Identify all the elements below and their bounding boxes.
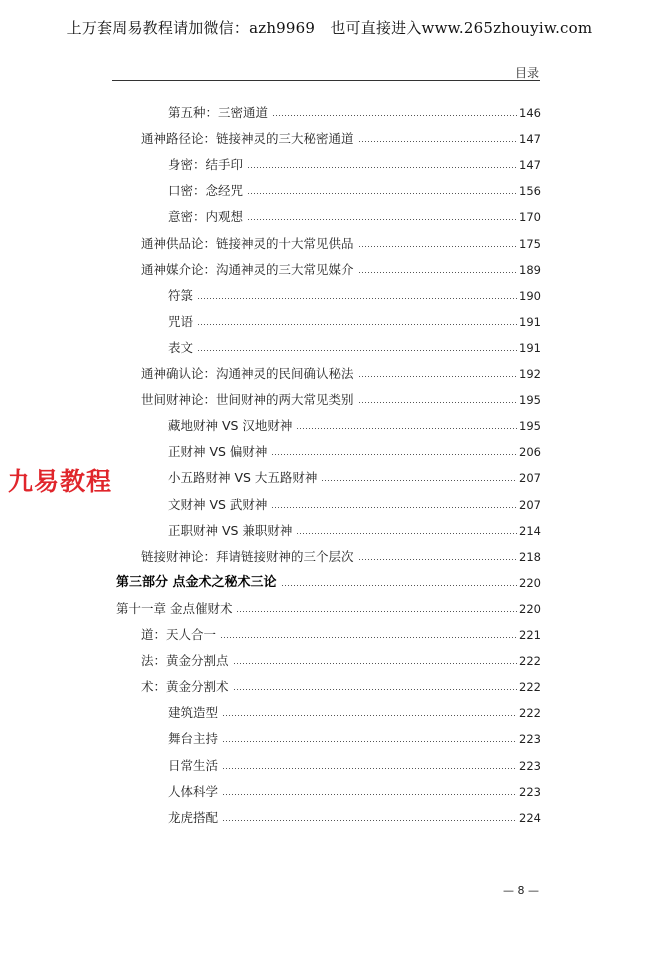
toc-entry-title: 咒语 [168,313,194,329]
toc-entry-title: 第三部分 点金术之秘术三论 [116,574,277,590]
dot-leader [358,394,518,404]
toc-entry-page: 146 [519,106,541,120]
toc-entry[interactable] [141,233,541,251]
dot-leader [358,133,518,143]
toc-entry-title: 小五路财神 VS 大五路财神 [168,470,318,486]
toc-entry[interactable] [168,807,541,825]
toc-entry[interactable] [168,781,541,799]
toc-entry-title: 建筑造型 [168,705,219,721]
toc-entry-page: 191 [519,314,541,329]
toc-entry-page: 147 [519,158,541,173]
toc-entry[interactable] [168,285,541,303]
toc-entry-title: 正财神 VS 偏财神 [168,444,268,460]
toc-entry[interactable] [141,676,541,694]
toc-entry-page: 192 [519,367,541,381]
toc-entry-page: 223 [519,784,541,799]
toc-entry[interactable] [141,389,541,407]
toc-entry-title: 藏地财神 VS 汉地财神 [168,418,293,434]
toc-entry[interactable] [168,494,541,512]
toc-entry[interactable] [168,180,541,198]
toc-entry-page: 189 [519,262,541,277]
toc-entry-page: 207 [519,471,541,486]
dot-leader [197,290,517,300]
toc-entry-page: 222 [519,680,541,695]
page-number: — 8 — [503,884,539,897]
toc-entry-title: 日常生活 [168,757,219,773]
toc-entry-page: 224 [519,810,541,825]
toc-entry-page: 223 [519,758,541,773]
toc-entry-page: 221 [519,628,541,642]
toc-entry-title: 表文 [168,339,194,355]
toc-entry-title: 通神确认论：沟通神灵的民间确认秘法 [141,366,354,381]
dot-leader [296,420,517,430]
dot-leader [358,368,518,378]
toc-entry-title: 符箓 [168,287,194,303]
toc-entry-page: 222 [519,706,541,721]
dot-leader [222,733,517,743]
toc-entry-title: 口密：念经咒 [168,183,244,199]
toc-entry[interactable] [168,102,541,120]
toc-entry-page: 223 [519,732,541,747]
toc-entry-page: 218 [519,549,541,564]
toc-entry-page: 190 [519,288,541,303]
toc-entry-page: 195 [519,419,541,434]
dot-leader [247,159,517,169]
toc-entry-page: 214 [519,523,541,538]
toc-entry-title: 舞台主持 [168,731,219,747]
toc-entry[interactable] [116,572,541,590]
toc-entry-title: 术：黄金分割术 [141,679,229,695]
dot-leader [233,681,518,691]
toc-entry-page: 170 [519,210,541,225]
toc-entry-title: 人体科学 [168,783,219,799]
dot-leader [220,629,517,639]
toc-entry-title: 通神路径论：链接神灵的三大秘密通道 [141,131,354,147]
dot-leader [247,185,517,195]
dot-leader [197,316,517,326]
toc-entry[interactable] [168,337,541,355]
toc-entry[interactable] [141,128,541,146]
toc-entry-title: 身密：结手印 [168,157,244,173]
toc-entry[interactable] [116,598,541,616]
toc-entry[interactable] [168,520,541,538]
toc-entry[interactable] [141,259,541,277]
toc-entry[interactable] [168,206,541,224]
toc-entry[interactable] [141,650,541,668]
toc-entry-title: 文财神 VS 武财神 [168,496,268,512]
toc-entry-page: 175 [519,236,541,251]
dot-leader [222,760,517,770]
toc-entry[interactable] [141,624,541,642]
promo-banner: 上万套周易教程请加微信：azh9969 也可直接进入www.265zhouyiw.com [66,19,593,37]
toc-entry-title: 链接财神论：拜请链接财神的三个层次 [141,548,354,564]
toc-entry-page: 191 [519,340,541,355]
toc-entry-title: 龙虎搭配 [168,809,219,825]
toc-entry-page: 195 [519,393,541,408]
toc-entry-title: 道：天人合一 [141,627,217,642]
dot-leader [197,342,517,352]
dot-leader [296,525,517,535]
toc-entry[interactable] [168,702,541,720]
toc-entry-title: 正职财神 VS 兼职财神 [168,522,293,538]
dot-leader [281,577,518,587]
toc-entry-page: 147 [519,132,541,147]
toc-entry-title: 第五种：三密通道 [168,105,269,120]
toc-entry-page: 156 [519,184,541,199]
dot-leader [271,446,517,456]
dot-leader [321,472,517,482]
dot-leader [358,238,518,248]
toc-entry-title: 通神媒介论：沟通神灵的三大常见媒介 [141,261,354,277]
watermark-logo: 九易教程 [8,467,113,496]
toc-entry-title: 法：黄金分割点 [141,653,229,669]
toc-entry-page: 220 [519,575,541,590]
toc-entry[interactable] [168,755,541,773]
toc-entry-title: 第十一章 金点催财术 [116,600,233,616]
toc-entry[interactable] [168,728,541,746]
dot-leader [358,551,518,561]
toc-entry[interactable] [168,441,541,459]
toc-entry-page: 207 [519,497,541,512]
toc-entry[interactable] [141,546,541,564]
toc-entry-title: 世间财神论：世间财神的两大常见类别 [141,392,354,408]
toc-entry-page: 206 [519,445,541,460]
dot-leader [233,655,518,665]
toc-entry[interactable] [168,311,541,329]
toc-entry[interactable] [168,415,541,433]
dot-leader [222,707,517,717]
dot-leader [247,211,517,221]
dot-leader [222,786,517,796]
toc-entry[interactable] [141,363,541,381]
dot-leader [271,499,517,509]
dot-leader [358,264,518,274]
toc-entry-page: 220 [519,601,541,616]
dot-leader [272,107,517,117]
toc-entry-title: 通神供品论：链接神灵的十大常见供品 [141,235,354,251]
toc-entry-title: 意密：内观想 [168,209,244,225]
toc-entry-page: 222 [519,654,541,669]
toc-entry[interactable] [168,154,541,172]
dot-leader [222,812,517,822]
header-label: 目录 [514,66,539,80]
toc-entry[interactable] [168,467,541,485]
dot-leader [236,603,517,613]
